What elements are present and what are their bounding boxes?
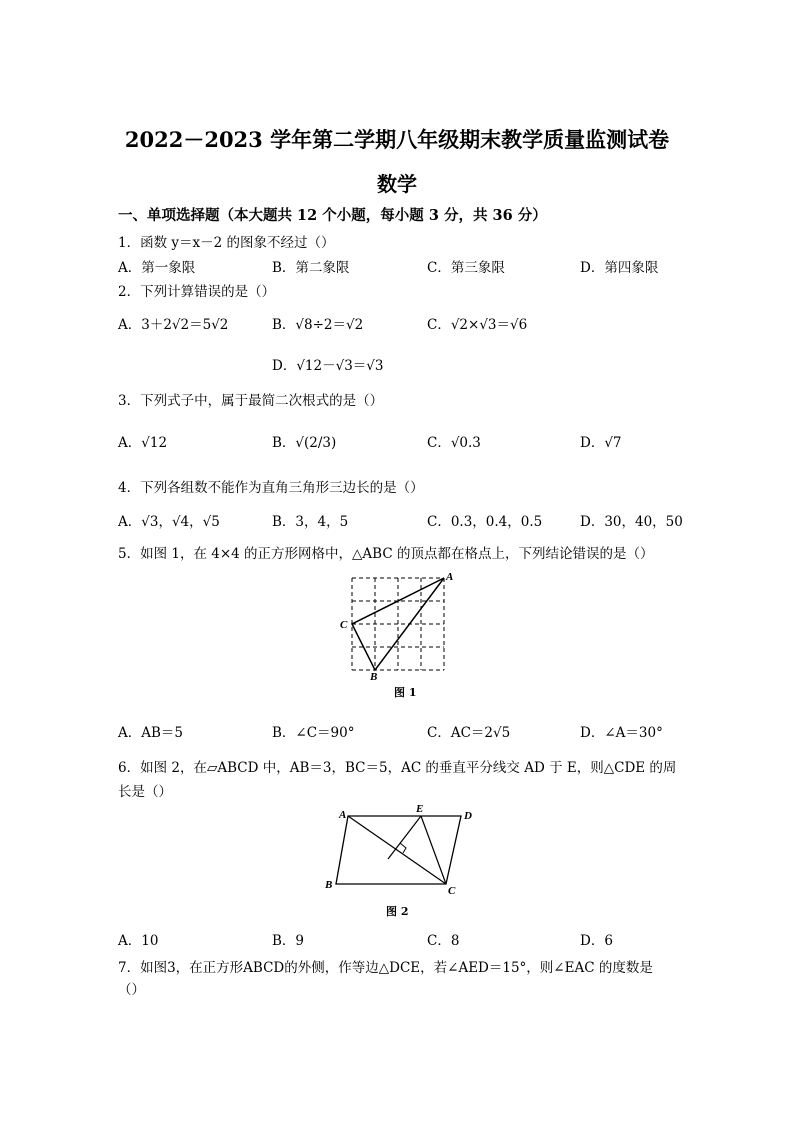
exam-title: 2022－2023 学年第二学期八年级期末教学质量监测试卷 (124, 127, 670, 152)
q2-option-c: C．√2×√3＝√6 (427, 317, 528, 333)
fig2-label-a: A (339, 809, 347, 821)
q1-option-d: D．第四象限 (580, 260, 659, 276)
q4-option-c: C．0.3，0.4，0.5 (427, 514, 543, 530)
q5-option-a: A．AB＝5 (118, 725, 184, 741)
question-7-stem-line-1: 7．如图3，在正方形ABCD的外侧，作等边△DCE，若∠AED＝15°，则∠EAC 的度数是 (118, 960, 653, 976)
q1-option-b: B．第二象限 (272, 260, 350, 276)
fig2-label-d: D (464, 810, 472, 822)
question-5-stem: 5．如图 1，在 4×4 的正方形网格中，△ABC 的顶点都在格点上，下列结论错误的是（） (118, 546, 654, 562)
q1-option-c: C．第三象限 (427, 260, 505, 276)
q3-option-d: D．√7 (580, 435, 622, 451)
q4-option-a: A．√3，√4，√5 (118, 514, 220, 530)
q5-option-c: C．AC＝2√5 (427, 725, 511, 741)
q3-option-b: B．√(2/3) (272, 435, 337, 451)
q6-option-c: C．8 (427, 933, 460, 949)
fig2-label-e: E (416, 803, 424, 815)
q6-option-a: A．10 (118, 933, 159, 949)
q4-option-b: B．3，4，5 (272, 514, 349, 530)
fig2-label-b: B (325, 879, 333, 891)
question-1-stem: 1．函数 y＝x－2 的图象不经过（） (118, 235, 335, 251)
question-7-stem-line-2: （） (118, 982, 145, 998)
q2-option-d: D．√12－√3＝√3 (272, 358, 384, 374)
q4-option-d: D．30，40，50 (580, 514, 683, 530)
q1-option-a: A．第一象限 (118, 260, 196, 276)
figure-2-parallelogram (318, 802, 478, 898)
question-4-stem: 4．下列各组数不能作为直角三角形三边长的是（） (118, 480, 424, 496)
q6-option-d: D．6 (580, 933, 613, 949)
q2-option-a: A．3＋2√2＝5√2 (118, 317, 229, 333)
q3-option-a: A．√12 (118, 435, 168, 451)
section-heading: 一、单项选择题（本大题共 12 个小题，每小题 3 分，共 36 分） (118, 207, 547, 224)
question-2-stem: 2．下列计算错误的是（） (118, 284, 276, 300)
q5-option-b: B．∠C＝90° (272, 725, 355, 741)
fig1-label-c: C (340, 619, 348, 631)
q3-option-c: C．√0.3 (427, 435, 481, 451)
figure-1-caption: 图 1 (394, 686, 417, 699)
question-6-stem-line-1: 6．如图 2，在▱ABCD 中，AB＝3，BC＝5，AC 的垂直平分线交 AD 于 E，则△CDE 的周 (118, 760, 677, 776)
fig1-label-a: A (446, 571, 454, 583)
q2-option-b: B．√8÷2＝√2 (272, 317, 364, 333)
question-6-stem-line-2: 长是（） (118, 784, 172, 800)
figure-2-caption: 图 2 (386, 905, 409, 918)
figure-1-grid-triangle (334, 568, 464, 680)
q5-option-d: D．∠A＝30° (580, 725, 663, 741)
question-3-stem: 3．下列式子中，属于最简二次根式的是（） (118, 393, 384, 409)
q6-option-b: B．9 (272, 933, 305, 949)
fig2-label-c: C (448, 885, 456, 897)
fig1-label-b: B (370, 671, 378, 680)
subject-title: 数学 (377, 172, 417, 196)
